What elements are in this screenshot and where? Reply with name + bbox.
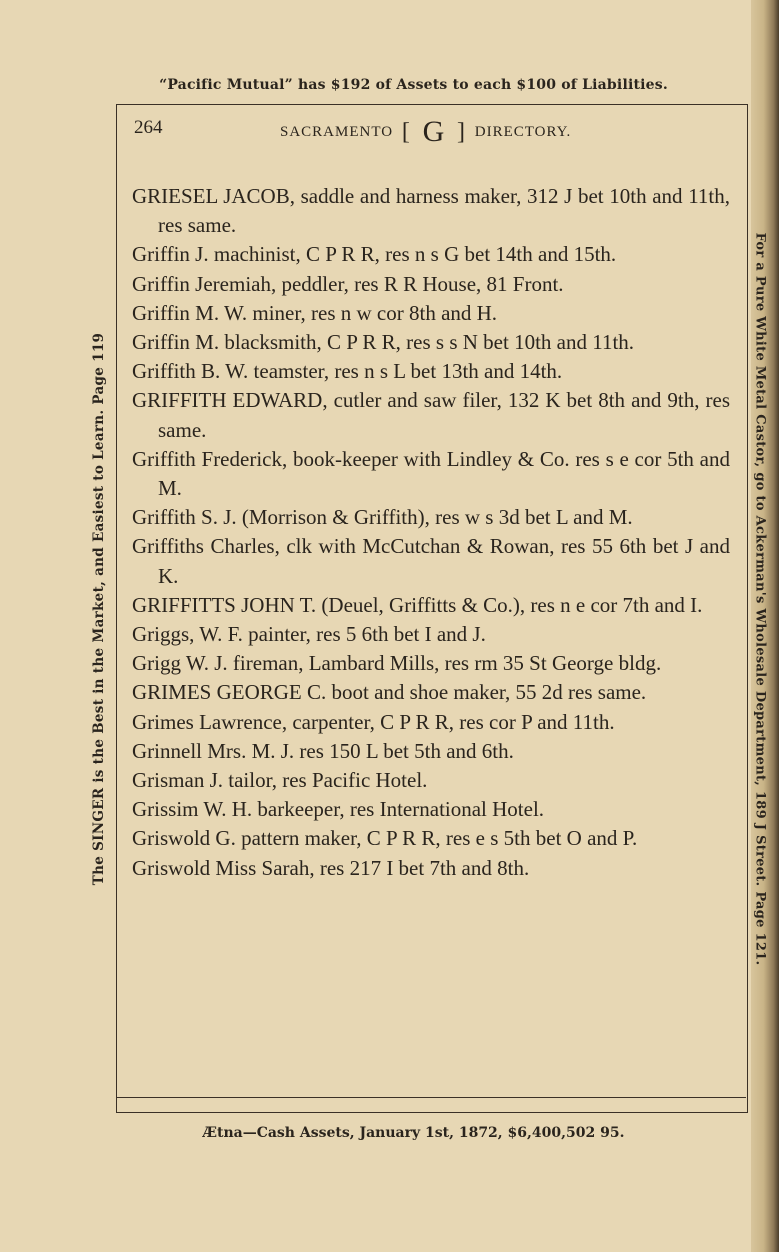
directory-entry: Griggs, W. F. painter, res 5 6th bet I and J. bbox=[132, 622, 486, 647]
header-letter: G bbox=[422, 115, 446, 148]
directory-entry: Griffith S. J. (Morrison & Griffith), res w s 3d bet L and M. bbox=[132, 505, 633, 530]
directory-entry: Griffin M. blacksmith, C P R R, res s s N bet 10th and 11th. bbox=[132, 330, 635, 355]
directory-entry: Griffiths Charles, clk with McCutchan & Rowan, res 55 6th bet J and K. bbox=[132, 534, 730, 588]
page-number: 264 bbox=[134, 117, 163, 138]
directory-entry: GRIMES GEORGE C. boot and shoe maker, 55 2d res same. bbox=[132, 680, 647, 705]
directory-entry: Griswold Miss Sarah, res 217 I bet 7th and 8th. bbox=[132, 855, 530, 880]
directory-entry: GRIFFITH EDWARD, cutler and saw filer, 132 K bet 8th and 9th, res same. bbox=[132, 388, 730, 442]
left-margin-advertisement-text: The SINGER is the Best in the Market, and Easiest to Learn. Page 119 bbox=[91, 332, 107, 886]
bottom-advertisement: Ætna—Cash Assets, January 1st, 1872, $6,400,502 95. bbox=[202, 1125, 625, 1141]
directory-entry: Griffith Frederick, book-keeper with Lindley & Co. res s e cor 5th and M. bbox=[132, 446, 730, 501]
page-header bbox=[134, 115, 734, 147]
directory-entry: Grigg W. J. fireman, Lambard Mills, res rm 35 St George bldg. bbox=[132, 651, 662, 676]
top-advertisement: “Pacific Mutual” has $192 of Assets to each $100 of Liabilities. bbox=[159, 77, 668, 93]
directory-entry: GRIESEL JACOB, saddle and harness maker, 312 J bet 10th and 11th, res same. bbox=[132, 184, 730, 238]
directory-entry: Griffin M. W. miner, res n w cor 8th and H. bbox=[132, 300, 498, 325]
directory-entry: Griffin J. machinist, C P R R, res n s G bet 14th and 15th. bbox=[132, 242, 617, 267]
right-margin-advertisement-text: For a Pure White Metal Castor, go to Ackerman's Wholesale Department, 189 J Street. Page 121. bbox=[752, 232, 768, 966]
directory-entry: Griffin Jeremiah, peddler, res R R House, 81 Front. bbox=[132, 271, 564, 296]
header-bracket-close: ] bbox=[457, 119, 466, 145]
header-city: SACRAMENTO bbox=[280, 124, 394, 140]
directory-entry: GRIFFITTS JOHN T. (Deuel, Griffitts & Co.), res n e cor 7th and I. bbox=[132, 592, 703, 617]
directory-entry: Griswold G. pattern maker, C P R R, res e s 5th bet O and P. bbox=[132, 826, 638, 851]
header-bracket-open: [ bbox=[401, 119, 411, 145]
directory-entry: Grisman J. tailor, res Pacific Hotel. bbox=[132, 768, 428, 793]
running-head bbox=[280, 115, 571, 149]
directory-entries bbox=[132, 182, 730, 883]
directory-entry: Grimes Lawrence, carpenter, C P R R, res cor P and 11th. bbox=[132, 709, 615, 734]
directory-entry: Grissim W. H. barkeeper, res International Hotel. bbox=[132, 797, 545, 822]
header-title: DIRECTORY. bbox=[474, 124, 572, 140]
frame-bottom-rule bbox=[116, 1097, 746, 1098]
directory-entry: Grinnell Mrs. M. J. res 150 L bet 5th and 6th. bbox=[132, 738, 514, 763]
directory-entry: Griffith B. W. teamster, res n s L bet 13th and 14th. bbox=[132, 359, 563, 384]
